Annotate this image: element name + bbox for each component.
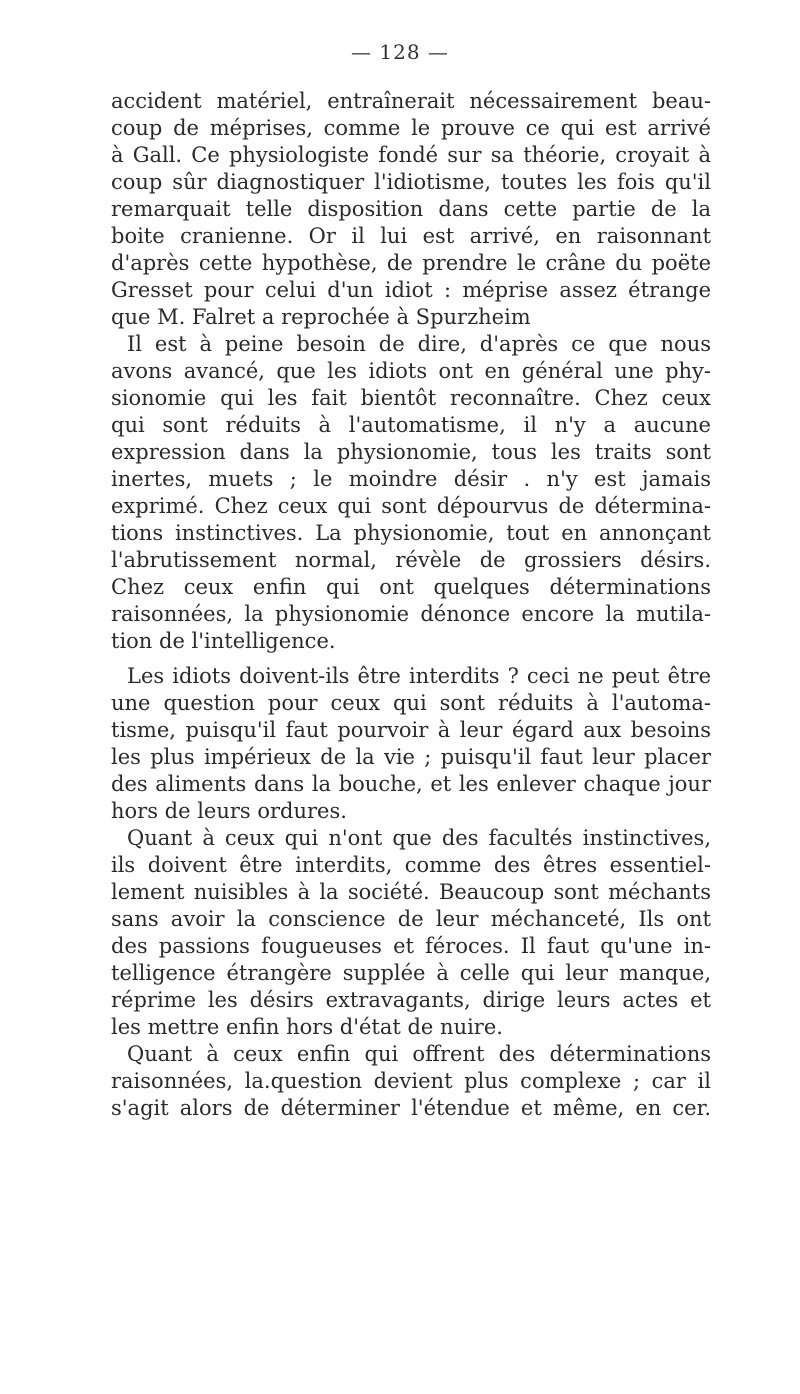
text-line: d'après cette hypothèse, de prendre le crâne du poëte	[111, 251, 711, 275]
text-line: ils doivent être interdits, comme des êtres essentiel-	[111, 853, 711, 877]
paragraph	[111, 88, 711, 331]
text-line: remarquait telle disposition dans cette partie de la	[111, 197, 711, 221]
text-line: les mettre enfin hors d'état de nuire.	[111, 1015, 503, 1039]
text-line: qui sont réduits à l'automatisme, il n'y a aucune	[111, 413, 711, 437]
text-line: Quant à ceux enfin qui offrent des déterminations	[127, 1042, 711, 1066]
text-line: réprime les désirs extravagants, dirige leurs actes et	[111, 988, 711, 1012]
text-line: tion de l'intelligence.	[111, 629, 336, 653]
text-line: accident matériel, entraînerait nécessairement beau-	[111, 89, 711, 113]
text-line: Gresset pour celui d'un idiot : méprise assez étrange	[111, 278, 711, 302]
paragraph	[111, 825, 711, 1041]
text-line: exprimé. Chez ceux qui sont dépourvus de détermina-	[111, 494, 711, 518]
text-line: telligence étrangère supplée à celle qui leur manque,	[111, 961, 711, 985]
paragraph-gap	[111, 655, 711, 663]
text-line: Les idiots doivent-ils être interdits ? ceci ne peut être	[127, 664, 711, 688]
text-line: raisonnées, la physionomie dénonce encore la mutila-	[111, 602, 711, 626]
text-line: des aliments dans la bouche, et les enlever chaque jour	[111, 772, 711, 796]
paragraph	[111, 1041, 711, 1122]
text-line: coup de méprises, comme le prouve ce qui est arrivé	[111, 116, 711, 140]
text-line: coup sûr diagnostiquer l'idiotisme, toutes les fois qu'il	[111, 170, 711, 194]
text-line: à Gall. Ce physiologiste fondé sur sa théorie, croyait à	[111, 143, 711, 167]
page-number: — 128 —	[351, 40, 449, 64]
text-line: sionomie qui les fait bientôt reconnaître. Chez ceux	[111, 386, 711, 410]
text-line: l'abrutissement normal, révèle de grossiers désirs.	[111, 548, 711, 572]
text-line: boite cranienne. Or il lui est arrivé, en raisonnant	[111, 224, 711, 248]
text-line: expression dans la physionomie, tous les traits sont	[111, 440, 711, 464]
text-line: tisme, puisqu'il faut pourvoir à leur égard aux besoins	[111, 718, 711, 742]
paragraph	[111, 663, 711, 825]
text-line: Chez ceux enfin qui ont quelques déterminations	[111, 575, 711, 599]
text-line: que M. Falret a reprochée à Spurzheim	[111, 305, 531, 329]
text-line: une question pour ceux qui sont réduits à l'automa-	[111, 691, 711, 715]
paragraph	[111, 331, 711, 655]
text-line: hors de leurs ordures.	[111, 799, 347, 823]
text-line: lement nuisibles à la société. Beaucoup sont méchants	[111, 880, 711, 904]
text-line: inertes, muets ; le moindre désir . n'y est jamais	[111, 467, 711, 491]
text-line: des passions fougueuses et féroces. Il faut qu'une in-	[111, 934, 711, 958]
text-line: s'agit alors de déterminer l'étendue et même, en cer.	[111, 1096, 711, 1120]
text-line: avons avancé, que les idiots ont en général une phy-	[111, 359, 711, 383]
text-line: les plus impérieux de la vie ; puisqu'il faut leur placer	[111, 745, 711, 769]
text-line: Quant à ceux qui n'ont que des facultés instinctives,	[127, 826, 711, 850]
text-line: tions instinctives. La physionomie, tout en annonçant	[111, 521, 711, 545]
text-line: raisonnées, la.question devient plus complexe ; car il	[111, 1069, 711, 1093]
text-line: Il est à peine besoin de dire, d'après ce que nous	[127, 332, 711, 356]
body-text	[111, 88, 711, 1122]
text-line: sans avoir la conscience de leur méchanceté, Ils ont	[111, 907, 711, 931]
